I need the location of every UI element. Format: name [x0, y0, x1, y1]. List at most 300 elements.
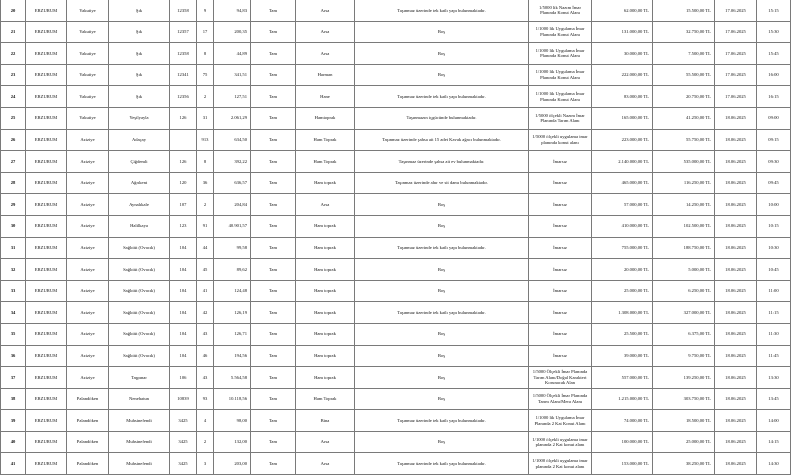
- area-cell: 5.564,58: [214, 367, 251, 389]
- share-cell: Tam: [251, 280, 296, 302]
- zoning-cell: İmarsız: [529, 345, 592, 367]
- district-cell: Palandöken: [67, 453, 109, 475]
- share-cell: Tam: [251, 345, 296, 367]
- block-cell: 10839: [170, 388, 197, 410]
- share-cell: Tam: [251, 107, 296, 129]
- deposit-cell: 55.500,00 TL: [653, 64, 715, 86]
- property-type-cell: Ham toprak: [296, 323, 355, 345]
- neighborhood-cell: Muhsinefendi: [109, 453, 170, 475]
- table-row: [1, 431, 791, 453]
- parcel-cell: 17: [197, 21, 214, 43]
- auction-time-cell: 10:00: [757, 194, 791, 216]
- province-cell: ERZURUM: [26, 453, 67, 475]
- auction-time-cell: 09:00: [757, 107, 791, 129]
- block-cell: 12358: [170, 43, 197, 65]
- province-cell: ERZURUM: [26, 86, 67, 108]
- province-cell: ERZURUM: [26, 43, 67, 65]
- description-cell: Taşınmaz üzerinde tek katlı yapı bulunmaktadır.: [355, 0, 529, 21]
- share-cell: Tam: [251, 431, 296, 453]
- row-number-cell: 27: [1, 151, 26, 173]
- table-row: [1, 410, 791, 432]
- province-cell: ERZURUM: [26, 0, 67, 21]
- deposit-cell: 25.000,00 TL: [653, 431, 715, 453]
- description-cell: Taşınmaz üzerinde tek katlı yapı bulunmaktadır.: [355, 86, 529, 108]
- table-row: [1, 280, 791, 302]
- neighborhood-cell: Nenehatun: [109, 388, 170, 410]
- block-cell: 12341: [170, 64, 197, 86]
- share-cell: Tam: [251, 388, 296, 410]
- zoning-cell: 1/1000 lik Uygulama İmar Planında Konut Alanı: [529, 43, 592, 65]
- auction-time-cell: 15:45: [757, 43, 791, 65]
- auction-time-cell: 11:45: [757, 345, 791, 367]
- row-number-cell: 31: [1, 237, 26, 259]
- auction-date-cell: 18.06.2025: [715, 194, 757, 216]
- auction-time-cell: 10:15: [757, 215, 791, 237]
- estimated-value-cell: 30.000,00 TL: [592, 43, 653, 65]
- block-cell: 104: [170, 345, 197, 367]
- zoning-cell: 1/5000 lik Nazım İmar Planında Konut Alanı: [529, 0, 592, 21]
- auction-date-cell: 18.06.2025: [715, 237, 757, 259]
- row-number-cell: 32: [1, 259, 26, 281]
- table-row: [1, 86, 791, 108]
- deposit-cell: 32.750,00 TL: [653, 21, 715, 43]
- zoning-cell: 1/1000 lik Uygulama İmar Planında Konut Alanı: [529, 86, 592, 108]
- deposit-cell: 102.500,00 TL: [653, 215, 715, 237]
- estimated-value-cell: 62.000,00 TL: [592, 0, 653, 21]
- parcel-cell: 43: [197, 323, 214, 345]
- row-number-cell: 41: [1, 453, 26, 475]
- property-type-cell: Ham Toprak: [296, 388, 355, 410]
- district-cell: Palandöken: [67, 388, 109, 410]
- table-row: [1, 107, 791, 129]
- block-cell: 104: [170, 259, 197, 281]
- auction-date-cell: 17.06.2025: [715, 43, 757, 65]
- auction-time-cell: 11:15: [757, 302, 791, 324]
- province-cell: ERZURUM: [26, 21, 67, 43]
- table-row: [1, 453, 791, 475]
- block-cell: 3425: [170, 431, 197, 453]
- row-number-cell: 39: [1, 410, 26, 432]
- province-cell: ERZURUM: [26, 151, 67, 173]
- province-cell: ERZURUM: [26, 431, 67, 453]
- neighborhood-cell: Sağlıtüt (Ovacık): [109, 259, 170, 281]
- auction-time-cell: 10:45: [757, 259, 791, 281]
- province-cell: ERZURUM: [26, 237, 67, 259]
- parcel-cell: 9: [197, 0, 214, 21]
- property-type-cell: Bina: [296, 410, 355, 432]
- auction-date-cell: 18.06.2025: [715, 107, 757, 129]
- province-cell: ERZURUM: [26, 388, 67, 410]
- area-cell: 127,51: [214, 86, 251, 108]
- description-cell: Boş: [355, 43, 529, 65]
- estimated-value-cell: 223.000,00 TL: [592, 129, 653, 151]
- auction-time-cell: 11:00: [757, 280, 791, 302]
- row-number-cell: 30: [1, 215, 26, 237]
- zoning-cell: 1/1000 lik Uygulama İmar Planında 2 Kat Konut Alanı: [529, 410, 592, 432]
- province-cell: ERZURUM: [26, 410, 67, 432]
- auction-date-cell: 17.06.2025: [715, 21, 757, 43]
- parcel-cell: 913: [197, 129, 214, 151]
- area-cell: 341,51: [214, 64, 251, 86]
- district-cell: Aziziye: [67, 345, 109, 367]
- property-type-cell: Ham toprak: [296, 345, 355, 367]
- row-number-cell: 35: [1, 323, 26, 345]
- district-cell: Palandöken: [67, 431, 109, 453]
- row-number-cell: 21: [1, 21, 26, 43]
- table-row: [1, 129, 791, 151]
- parcel-cell: 2: [197, 431, 214, 453]
- province-cell: ERZURUM: [26, 129, 67, 151]
- description-cell: Boş: [355, 345, 529, 367]
- estimated-value-cell: 83.000,00 TL: [592, 86, 653, 108]
- description-cell: Taşınmaz üzerinde tek katlı yapı bulunmaktadır.: [355, 237, 529, 259]
- property-type-cell: Arsa: [296, 453, 355, 475]
- parcel-cell: 36: [197, 172, 214, 194]
- area-cell: 40.901,57: [214, 215, 251, 237]
- row-number-cell: 25: [1, 107, 26, 129]
- block-cell: 126: [170, 107, 197, 129]
- zoning-cell: İmarsız: [529, 280, 592, 302]
- zoning-cell: İmarsız: [529, 172, 592, 194]
- block-cell: 104: [170, 302, 197, 324]
- auction-date-cell: 18.06.2025: [715, 172, 757, 194]
- table-row: [1, 43, 791, 65]
- row-number-cell: 40: [1, 431, 26, 453]
- share-cell: Tam: [251, 237, 296, 259]
- share-cell: Tam: [251, 172, 296, 194]
- district-cell: Yakutiye: [67, 107, 109, 129]
- row-number-cell: 24: [1, 86, 26, 108]
- deposit-cell: 18.500,00 TL: [653, 410, 715, 432]
- area-cell: 194,56: [214, 345, 251, 367]
- block-cell: 104: [170, 237, 197, 259]
- table-body: [1, 0, 791, 475]
- property-type-cell: Ham toprak: [296, 237, 355, 259]
- table-row: [1, 388, 791, 410]
- description-cell: Taşınmaz üzerinde şahsa ait 15 adet Kavak ağacı bulunmaktadır.: [355, 129, 529, 151]
- table-row: [1, 323, 791, 345]
- row-number-cell: 26: [1, 129, 26, 151]
- district-cell: Aziziye: [67, 215, 109, 237]
- table-row: [1, 215, 791, 237]
- estimated-value-cell: 153.000,00 TL: [592, 453, 653, 475]
- neighborhood-cell: Sağlıtüt (Ovacık): [109, 345, 170, 367]
- zoning-cell: 1/1000 ölçekli uygulama imar planında 2 Kat konut alanı: [529, 453, 592, 475]
- zoning-cell: İmarsız: [529, 237, 592, 259]
- province-cell: ERZURUM: [26, 367, 67, 389]
- deposit-cell: 6.375,00 TL: [653, 323, 715, 345]
- table-row: [1, 194, 791, 216]
- property-type-cell: Ham Toprak: [296, 151, 355, 173]
- deposit-cell: 116.250,00 TL: [653, 172, 715, 194]
- table-row: [1, 302, 791, 324]
- deposit-cell: 303.750,00 TL: [653, 388, 715, 410]
- estimated-value-cell: 100.000,00 TL: [592, 431, 653, 453]
- auction-time-cell: 11:30: [757, 323, 791, 345]
- zoning-cell: İmarsız: [529, 302, 592, 324]
- estimated-value-cell: 222.000,00 TL: [592, 64, 653, 86]
- estimated-value-cell: 465.000,00 TL: [592, 172, 653, 194]
- estimated-value-cell: 20.000,00 TL: [592, 259, 653, 281]
- parcel-cell: 4: [197, 410, 214, 432]
- property-type-cell: Hane: [296, 86, 355, 108]
- zoning-cell: 1/5000 ölçekli uygulama imar planında konut alanı: [529, 129, 592, 151]
- area-cell: 98,00: [214, 410, 251, 432]
- share-cell: Tam: [251, 367, 296, 389]
- neighborhood-cell: Aynalıkale: [109, 194, 170, 216]
- share-cell: Tam: [251, 43, 296, 65]
- area-cell: 124,48: [214, 280, 251, 302]
- auction-date-cell: 18.06.2025: [715, 323, 757, 345]
- parcel-cell: 42: [197, 302, 214, 324]
- parcel-cell: 2: [197, 86, 214, 108]
- area-cell: 634,50: [214, 129, 251, 151]
- neighborhood-cell: Muhsinefendi: [109, 431, 170, 453]
- neighborhood-cell: Ağrıkent: [109, 172, 170, 194]
- block-cell: 104: [170, 280, 197, 302]
- zoning-cell: 1/1000 lik Uygulama İmar Planında Konut Alanı: [529, 21, 592, 43]
- property-type-cell: Arsa: [296, 43, 355, 65]
- zoning-cell: 1/5000 ölçekli Nazım İmar Planında Tarım Alanı: [529, 107, 592, 129]
- area-cell: 89,62: [214, 259, 251, 281]
- block-cell: 12356: [170, 86, 197, 108]
- zoning-cell: İmarsız: [529, 151, 592, 173]
- zoning-cell: 1/5000 Ölçekli İmar Planında Tarım Alanı/Doğal Karakteri Korunacak Alan: [529, 367, 592, 389]
- zoning-cell: İmarsız: [529, 194, 592, 216]
- district-cell: Aziziye: [67, 194, 109, 216]
- neighborhood-cell: Sağlıtüt (Ovacık): [109, 302, 170, 324]
- block-cell: 3425: [170, 410, 197, 432]
- estimated-value-cell: 25.000,00 TL: [592, 280, 653, 302]
- share-cell: Tam: [251, 259, 296, 281]
- neighborhood-cell: Adaçay: [109, 129, 170, 151]
- description-cell: Boş: [355, 194, 529, 216]
- province-cell: ERZURUM: [26, 259, 67, 281]
- deposit-cell: 20.750,00 TL: [653, 86, 715, 108]
- zoning-cell: 1/1000 ölçekli uygulama imar planında 2 Kat konut alanı: [529, 431, 592, 453]
- district-cell: Aziziye: [67, 129, 109, 151]
- share-cell: Tam: [251, 453, 296, 475]
- description-cell: Boş: [355, 431, 529, 453]
- deposit-cell: 15.500,00 TL: [653, 0, 715, 21]
- description-cell: Taşınmazın içgücünde bulunmaktadır.: [355, 107, 529, 129]
- description-cell: Boş: [355, 21, 529, 43]
- description-cell: Taşınmaz üzerinde ahır ve sit damı bulunmaktadır.: [355, 172, 529, 194]
- parcel-cell: 44: [197, 237, 214, 259]
- province-cell: ERZURUM: [26, 302, 67, 324]
- property-type-cell: Ham toprak: [296, 172, 355, 194]
- parcel-cell: 41: [197, 280, 214, 302]
- province-cell: ERZURUM: [26, 194, 67, 216]
- parcel-cell: 2: [197, 194, 214, 216]
- district-cell: Yakutiye: [67, 0, 109, 21]
- auction-date-cell: 18.06.2025: [715, 431, 757, 453]
- auction-date-cell: 18.06.2025: [715, 215, 757, 237]
- area-cell: 2.061,29: [214, 107, 251, 129]
- area-cell: 126,19: [214, 302, 251, 324]
- auction-time-cell: 10:30: [757, 237, 791, 259]
- auction-date-cell: 18.06.2025: [715, 280, 757, 302]
- district-cell: Aziziye: [67, 259, 109, 281]
- estimated-value-cell: 1.308.000,00 TL: [592, 302, 653, 324]
- estimated-value-cell: 39.000,00 TL: [592, 345, 653, 367]
- neighborhood-cell: Şık: [109, 21, 170, 43]
- auction-date-cell: 18.06.2025: [715, 388, 757, 410]
- auction-time-cell: 09:45: [757, 172, 791, 194]
- block-cell: 12358: [170, 0, 197, 21]
- area-cell: 126,71: [214, 323, 251, 345]
- area-cell: 636,57: [214, 172, 251, 194]
- auction-date-cell: 18.06.2025: [715, 367, 757, 389]
- share-cell: Tam: [251, 129, 296, 151]
- auction-date-cell: 17.06.2025: [715, 0, 757, 21]
- deposit-cell: 9.750,00 TL: [653, 345, 715, 367]
- estimated-value-cell: 165.000,00 TL: [592, 107, 653, 129]
- deposit-cell: 55.750,00 TL: [653, 129, 715, 151]
- auction-time-cell: 14:15: [757, 431, 791, 453]
- auction-date-cell: 17.06.2025: [715, 64, 757, 86]
- zoning-cell: İmarsız: [529, 215, 592, 237]
- description-cell: Boş: [355, 215, 529, 237]
- zoning-cell: İmarsız: [529, 259, 592, 281]
- row-number-cell: 37: [1, 367, 26, 389]
- deposit-cell: 327.000,00 TL: [653, 302, 715, 324]
- description-cell: Taşınmaz üzerinde tek katlı yapı bulunmaktadır.: [355, 410, 529, 432]
- deposit-cell: 535.000,00 TL: [653, 151, 715, 173]
- parcel-cell: 91: [197, 215, 214, 237]
- row-number-cell: 33: [1, 280, 26, 302]
- district-cell: Aziziye: [67, 367, 109, 389]
- auction-time-cell: 14:30: [757, 453, 791, 475]
- block-cell: 12357: [170, 21, 197, 43]
- property-type-cell: Ham Toprak: [296, 129, 355, 151]
- neighborhood-cell: Çiğdemli: [109, 151, 170, 173]
- share-cell: Tam: [251, 0, 296, 21]
- deposit-cell: 5.000,00 TL: [653, 259, 715, 281]
- zoning-cell: 1/1000 lik Uygulama İmar Planında Konut Alanı: [529, 64, 592, 86]
- province-cell: ERZURUM: [26, 172, 67, 194]
- share-cell: Tam: [251, 323, 296, 345]
- deposit-cell: 139.250,00 TL: [653, 367, 715, 389]
- auction-date-cell: 18.06.2025: [715, 129, 757, 151]
- description-cell: Taşınmaz üzerinde tek katlı yapı bulunmaktadır.: [355, 302, 529, 324]
- district-cell: Palandöken: [67, 410, 109, 432]
- deposit-cell: 6.250,00 TL: [653, 280, 715, 302]
- table-row: [1, 0, 791, 21]
- share-cell: Tam: [251, 302, 296, 324]
- estimated-value-cell: 25.500,00 TL: [592, 323, 653, 345]
- row-number-cell: 29: [1, 194, 26, 216]
- block-cell: 107: [170, 194, 197, 216]
- block-cell: 106: [170, 367, 197, 389]
- description-cell: Boş: [355, 259, 529, 281]
- row-number-cell: 23: [1, 64, 26, 86]
- share-cell: Tam: [251, 21, 296, 43]
- district-cell: Yakutiye: [67, 64, 109, 86]
- area-cell: 10.118,56: [214, 388, 251, 410]
- auction-time-cell: 13:45: [757, 388, 791, 410]
- description-cell: Boş: [355, 64, 529, 86]
- province-cell: ERZURUM: [26, 345, 67, 367]
- auction-time-cell: 14:00: [757, 410, 791, 432]
- table-row: [1, 151, 791, 173]
- area-cell: 204,84: [214, 194, 251, 216]
- row-number-cell: 20: [1, 0, 26, 21]
- property-type-cell: Arsa: [296, 194, 355, 216]
- row-number-cell: 38: [1, 388, 26, 410]
- area-cell: 392,22: [214, 151, 251, 173]
- parcel-cell: 75: [197, 64, 214, 86]
- district-cell: Yakutiye: [67, 43, 109, 65]
- table-row: [1, 172, 791, 194]
- parcel-cell: 45: [197, 259, 214, 281]
- table-row: [1, 237, 791, 259]
- district-cell: Aziziye: [67, 302, 109, 324]
- description-cell: Taşınmaz üzerinde tek katlı yapı bulunmaktadır.: [355, 453, 529, 475]
- property-type-cell: Ham toprak: [296, 215, 355, 237]
- row-number-cell: 22: [1, 43, 26, 65]
- deposit-cell: 38.250,00 TL: [653, 453, 715, 475]
- description-cell: Boş: [355, 280, 529, 302]
- neighborhood-cell: Şık: [109, 0, 170, 21]
- district-cell: Yakutiye: [67, 86, 109, 108]
- district-cell: Aziziye: [67, 172, 109, 194]
- neighborhood-cell: Muhsinefendi: [109, 410, 170, 432]
- neighborhood-cell: Şık: [109, 86, 170, 108]
- description-cell: Taşınmaz üzerinde şahsa ait ev bulunmaktadır.: [355, 151, 529, 173]
- neighborhood-cell: Şık: [109, 64, 170, 86]
- neighborhood-cell: Sağlıtüt (Ovacık): [109, 237, 170, 259]
- auction-time-cell: 16:15: [757, 86, 791, 108]
- share-cell: Tam: [251, 151, 296, 173]
- province-cell: ERZURUM: [26, 280, 67, 302]
- table-row: [1, 21, 791, 43]
- province-cell: ERZURUM: [26, 323, 67, 345]
- area-cell: 99,58: [214, 237, 251, 259]
- district-cell: Aziziye: [67, 237, 109, 259]
- property-type-cell: Ham toprak: [296, 367, 355, 389]
- deposit-cell: 7.500,00 TL: [653, 43, 715, 65]
- estimated-value-cell: 2.140.000,00 TL: [592, 151, 653, 173]
- auction-date-cell: 18.06.2025: [715, 410, 757, 432]
- block-cell: 120: [170, 172, 197, 194]
- area-cell: 132,00: [214, 431, 251, 453]
- estimated-value-cell: 755.000,00 TL: [592, 237, 653, 259]
- auction-date-cell: 18.06.2025: [715, 453, 757, 475]
- area-cell: 44,89: [214, 43, 251, 65]
- auction-time-cell: 09:30: [757, 151, 791, 173]
- description-cell: Boş: [355, 388, 529, 410]
- estimated-value-cell: 557.000,00 TL: [592, 367, 653, 389]
- estimated-value-cell: 57.000,00 TL: [592, 194, 653, 216]
- block-cell: 126: [170, 151, 197, 173]
- auction-date-cell: 18.06.2025: [715, 259, 757, 281]
- auction-time-cell: 15:30: [757, 21, 791, 43]
- description-cell: Boş: [355, 323, 529, 345]
- estimated-value-cell: 1.215.000,00 TL: [592, 388, 653, 410]
- estimated-value-cell: 74.000,00 TL: [592, 410, 653, 432]
- property-type-cell: Hamtoprak: [296, 107, 355, 129]
- property-type-cell: Ham toprak: [296, 280, 355, 302]
- property-type-cell: Ham toprak: [296, 259, 355, 281]
- neighborhood-cell: Sağlıtüt (Ovacık): [109, 280, 170, 302]
- estimated-value-cell: 131.000,00 TL: [592, 21, 653, 43]
- auction-date-cell: 18.06.2025: [715, 345, 757, 367]
- parcel-cell: 43: [197, 367, 214, 389]
- share-cell: Tam: [251, 410, 296, 432]
- property-type-cell: Arsa: [296, 0, 355, 21]
- area-cell: 94,83: [214, 0, 251, 21]
